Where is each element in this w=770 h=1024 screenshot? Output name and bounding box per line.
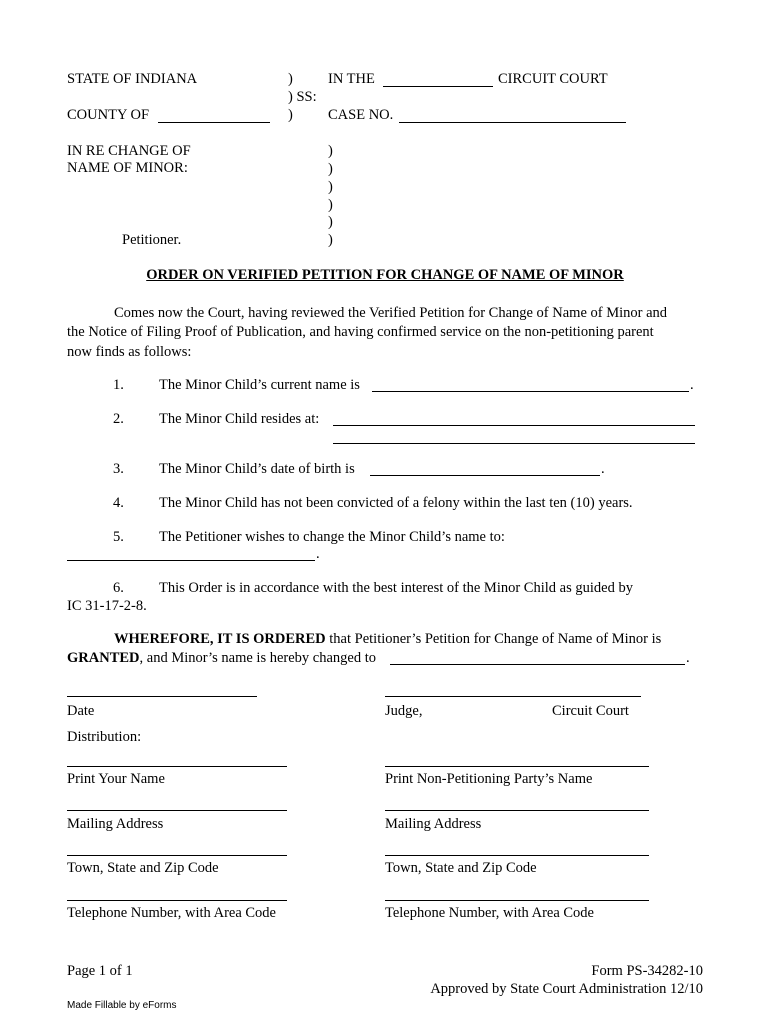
ss-label: ) SS: [288,89,317,105]
caption-paren: ) [288,107,293,123]
print-your-name-label: Print Your Name [67,771,165,787]
residence-blank-2[interactable] [333,443,695,444]
county-blank[interactable] [158,122,270,123]
item-statute-ref: IC 31-17-2-8. [67,598,147,614]
wherefore-line-2 [67,649,376,667]
wherefore-bold: WHEREFORE, IT IS ORDERED [114,631,326,647]
circuit-court-sig-label: Circuit Court [552,703,629,719]
county-label: COUNTY OF [67,107,150,123]
item-number: 3. [113,461,124,477]
your-town-blank[interactable] [67,855,287,856]
intro-line-2: the Notice of Filing Proof of Publication, and having confirmed service on the non-petitioning parent [67,324,654,340]
your-address-blank[interactable] [67,810,287,811]
dob-blank[interactable] [370,475,600,476]
caption-paren: ) [328,232,333,248]
your-name-blank[interactable] [67,766,287,767]
in-the-label: IN THE [328,71,375,87]
made-fillable-note: Made Fillable by eForms [67,1000,177,1011]
residence-blank-1[interactable] [333,425,695,426]
non-petitioning-address-blank[interactable] [385,810,649,811]
item-number: 4. [113,495,124,511]
date-blank[interactable] [67,696,257,697]
changed-name-blank[interactable] [390,664,685,665]
approval-note: Approved by State Court Administration 12/10 [430,981,703,997]
caption-paren: ) [328,179,333,195]
wherefore-period: . [686,650,690,666]
item-dob-label: The Minor Child’s date of birth is [159,461,355,477]
caption-paren: ) [328,161,333,177]
date-label: Date [67,703,95,719]
item-best-interest-text: This Order is in accordance with the best interest of the Minor Child as guided by [159,580,633,596]
judge-signature-blank[interactable] [385,696,641,697]
granted-bold: GRANTED [67,650,140,666]
wherefore-line-1 [114,630,661,648]
case-no-label: CASE NO. [328,107,394,123]
print-non-petitioning-label: Print Non-Petitioning Party’s Name [385,771,593,787]
item-number: 1. [113,377,124,393]
caption-paren: ) [328,214,333,230]
item-new-name-label: The Petitioner wishes to change the Minor Child’s name to: [159,529,505,545]
circuit-court-label: CIRCUIT COURT [498,71,608,87]
petitioner-label: Petitioner. [122,232,182,248]
item-current-name-label: The Minor Child’s current name is [159,377,360,393]
form-number: Form PS-34282-10 [591,963,703,979]
caption-paren: ) [328,143,333,159]
case-no-blank[interactable] [399,122,626,123]
item-period: . [690,377,694,393]
wherefore-text: that Petitioner’s Petition for Change of Name of Minor is [325,631,662,647]
non-petitioning-name-blank[interactable] [385,766,649,767]
page-number: Page 1 of 1 [67,963,133,979]
judge-label: Judge, [385,703,423,719]
caption-paren: ) [328,197,333,213]
your-phone-blank[interactable] [67,900,287,901]
item-period: . [601,461,605,477]
state-label: STATE OF INDIANA [67,71,198,87]
in-re-line1: IN RE CHANGE OF [67,143,191,159]
item-number: 2. [113,411,124,427]
mailing-address-label: Mailing Address [385,816,482,832]
order-title: ORDER ON VERIFIED PETITION FOR CHANGE OF NAME OF MINOR [146,267,624,283]
item-number: 6. [113,580,124,596]
granted-text: , and Minor’s name is hereby changed to [139,650,377,666]
town-state-zip-label: Town, State and Zip Code [67,860,219,876]
new-name-blank[interactable] [67,560,315,561]
telephone-label: Telephone Number, with Area Code [67,905,276,921]
town-state-zip-label: Town, State and Zip Code [385,860,537,876]
item-felony-text: The Minor Child has not been convicted of a felony within the last ten (10) years. [159,495,633,511]
telephone-label: Telephone Number, with Area Code [385,905,594,921]
in-re-line2: NAME OF MINOR: [67,160,188,176]
intro-line-1: Comes now the Court, having reviewed the Verified Petition for Change of Name of Minor and [114,305,668,321]
intro-line-3: now finds as follows: [67,344,192,360]
caption-paren: ) [288,71,293,87]
court-county-blank[interactable] [383,86,493,87]
item-number: 5. [113,529,124,545]
item-resides-label: The Minor Child resides at: [159,411,320,427]
non-petitioning-town-blank[interactable] [385,855,649,856]
non-petitioning-phone-blank[interactable] [385,900,649,901]
distribution-label: Distribution: [67,729,142,745]
mailing-address-label: Mailing Address [67,816,164,832]
current-name-blank[interactable] [372,391,689,392]
item-period: . [316,546,320,562]
